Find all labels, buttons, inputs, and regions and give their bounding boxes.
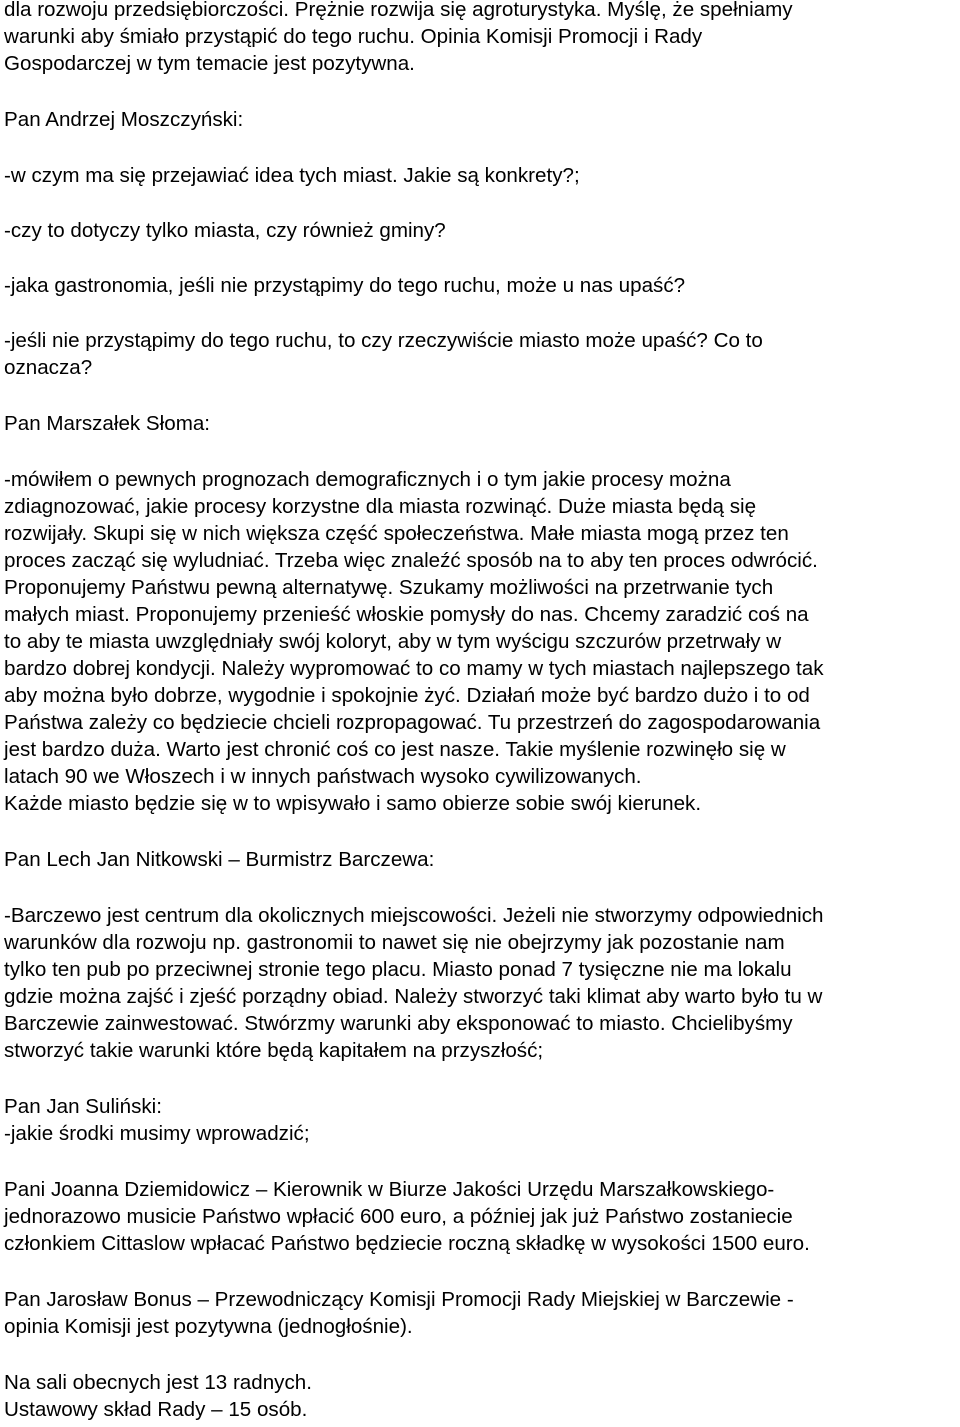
speaker-heading: Pan Lech Jan Nitkowski – Burmistrz Barczewa: — [4, 848, 435, 871]
question-line: -czy to dotyczy tylko miasta, czy również gminy? — [4, 219, 446, 242]
paragraph-line: Barczewie zainwestować. Stwórzmy warunki aby eksponować to miasto. Chcielibyśmy — [4, 1012, 793, 1035]
paragraph-intro-line: Gospodarczej w tym temacie jest pozytywna. — [4, 52, 415, 75]
speaker-heading: Pan Marszałek Słoma: — [4, 412, 211, 435]
paragraph-line: aby można było dobrze, wygodnie i spokojnie żyć. Działań może być bardzo dużo i to od — [4, 684, 810, 707]
paragraph-line: gdzie można zajść i zjeść porządny obiad. Należy stworzyć taki klimat aby warto było tu w — [4, 985, 823, 1008]
paragraph-line: Proponujemy Państwu pewną alternatywę. Szukamy możliwości na przetrwanie tych — [4, 576, 774, 599]
question-line: -jakie środki musimy wprowadzić; — [4, 1122, 310, 1145]
paragraph-line: Każde miasto będzie się w to wpisywało i samo obierze sobie swój kierunek. — [4, 792, 702, 815]
question-line: -jaka gastronomia, jeśli nie przystąpimy do tego ruchu, może u nas upaść? — [4, 274, 686, 297]
paragraph-line: opinia Komisji jest pozytywna (jednogłośnie). — [4, 1315, 413, 1338]
question-line: oznacza? — [4, 356, 93, 379]
speaker-heading: Pan Andrzej Moszczyński: — [4, 108, 244, 131]
paragraph-line: rozwijały. Skupi się w nich większa część społeczeństwa. Małe miasta mogą przez ten — [4, 522, 789, 545]
paragraph-line: zdiagnozować, jakie procesy korzystne dla miasta rozwinąć. Duże miasta będą się — [4, 495, 757, 518]
speaker-heading: Pan Jarosław Bonus – Przewodniczący Komisji Promocji Rady Miejskiej w Barczewie - — [4, 1288, 794, 1311]
question-line: -jeśli nie przystąpimy do tego ruchu, to czy rzeczywiście miasto może upaść? Co to — [4, 329, 763, 352]
paragraph-line: -mówiłem o pewnych prognozach demograficznych i o tym jakie procesy można — [4, 468, 731, 491]
paragraph-intro-line: warunki aby śmiało przystąpić do tego ruchu. Opinia Komisji Promocji i Rady — [4, 25, 703, 48]
paragraph-line: bardzo dobrej kondycji. Należy wypromować to co mamy w tych miastach najlepszego tak — [4, 657, 824, 680]
paragraph-intro-line: dla rozwoju przedsiębiorczości. Prężnie rozwija się agroturystyka. Myślę, że spełniamy — [4, 0, 793, 21]
paragraph-line: małych miast. Proponujemy przenieść włoskie pomysły do nas. Chcemy zaradzić coś na — [4, 603, 809, 626]
paragraph-line: warunków dla rozwoju np. gastronomii to nawet się nie obejrzymy jak pozostanie nam — [4, 931, 785, 954]
paragraph-line: jest bardzo duża. Warto jest chronić coś co jest nasze. Takie myślenie rozwinęło się w — [4, 738, 786, 761]
paragraph-line: tylko ten pub po przeciwnej stronie tego placu. Miasto ponad 7 tysięczne nie ma lokalu — [4, 958, 792, 981]
speaker-heading: Pani Joanna Dziemidowicz – Kierownik w Biurze Jakości Urzędu Marszałkowskiego- — [4, 1178, 775, 1201]
paragraph-line: -Barczewo jest centrum dla okolicznych miejscowości. Jeżeli nie stworzymy odpowiednich — [4, 904, 824, 927]
paragraph-line: stworzyć takie warunki które będą kapitałem na przyszłość; — [4, 1039, 544, 1062]
paragraph-line: proces zacząć się wyludniać. Trzeba więc znaleźć sposób na to aby ten proces odwrócić. — [4, 549, 818, 572]
paragraph-line: członkiem Cittaslow wpłacać Państwo będziecie roczną składkę w wysokości 1500 euro. — [4, 1232, 810, 1255]
attendance-line: Na sali obecnych jest 13 radnych. — [4, 1371, 312, 1394]
question-line: -w czym ma się przejawiać idea tych miast. Jakie są konkrety?; — [4, 164, 580, 187]
paragraph-line: latach 90 we Włoszech i w innych państwach wysoko cywilizowanych. — [4, 765, 642, 788]
speaker-heading: Pan Jan Suliński: — [4, 1095, 162, 1118]
paragraph-line: Państwa zależy co będziecie chcieli rozpropagować. Tu przestrzeń do zagospodarowania — [4, 711, 821, 734]
paragraph-line: to aby te miasta uwzględniały swój koloryt, aby w tym wyścigu szczurów przetrwały w — [4, 630, 782, 653]
council-size-line: Ustawowy skład Rady – 15 osób. — [4, 1398, 308, 1421]
paragraph-line: jednorazowo musicie Państwo wpłacić 600 euro, a później jak już Państwo zostaniecie — [4, 1205, 793, 1228]
